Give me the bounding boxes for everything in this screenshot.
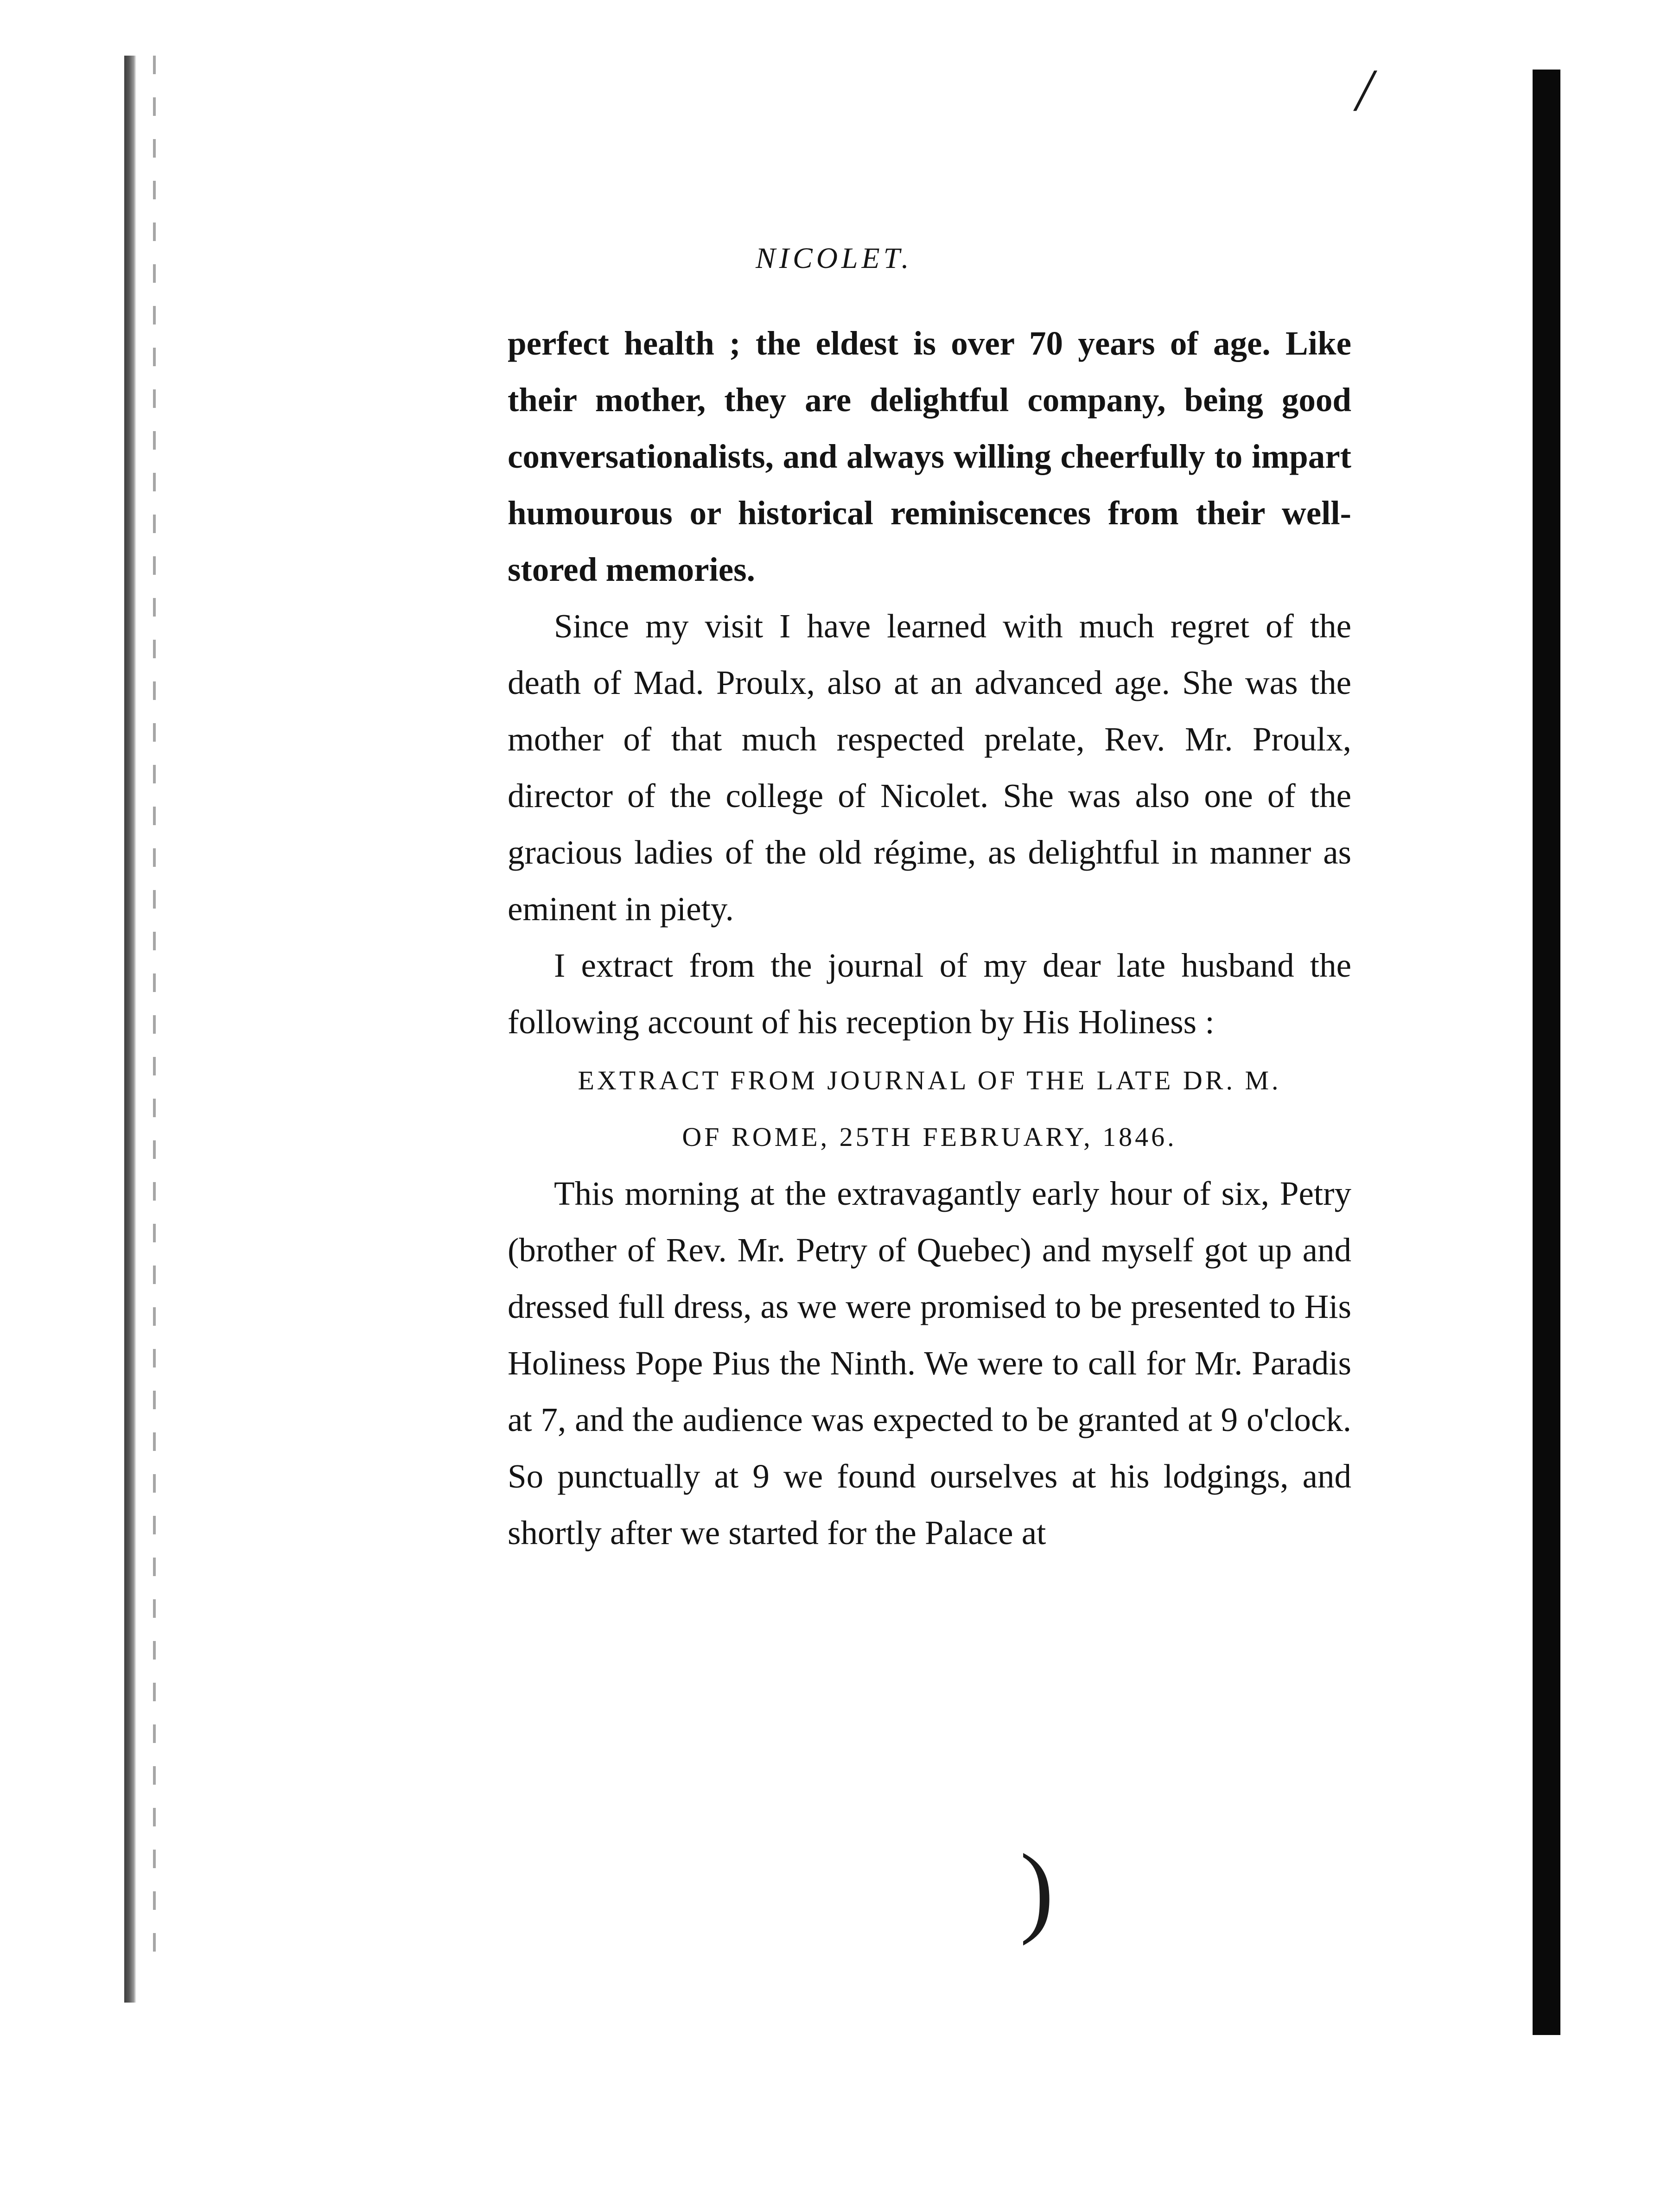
paragraph-4: This morning at the extravagantly early hour of six, Petry (brother of Rev. Mr. Petry of Quebec) and myself got up and dressed full dress, as we were promised to be presented to His Holiness Pope Pius the Ninth. We were to call for Mr. Paradis at 7, and the audience was expected to be granted at 9 o'clock. So punctually at 9 we found ourselves at his lodgings, and shortly after we started for the Palace at xyxy=(508,1175,1351,1552)
extract-heading-line-2: OF ROME, 25TH FEBRUARY, 1846. xyxy=(682,1122,1177,1152)
scan-edge-right xyxy=(1533,70,1560,2035)
scan-edge-left xyxy=(124,56,136,2003)
bottom-mark: ) xyxy=(1020,1833,1054,1946)
paragraph-2: Since my visit I have learned with much regret of the death of Mad. Proulx, also at an advanced age. She was the mother of that much respected prelate, Rev. Mr. Proulx, director of the college of Nicolet. She was also one of the gracious ladies of the old régime, as delightful in manner as eminent in piety. xyxy=(508,607,1351,928)
extract-heading-line-1: EXTRACT FROM JOURNAL OF THE LATE DR. M. xyxy=(578,1065,1281,1095)
paragraph-3: I extract from the journal of my dear late husband the following account of his reception by His Holiness : xyxy=(508,947,1351,1041)
paragraph-1: perfect health ; the eldest is over 70 years of age. Like their mother, they are delightful company, being good conversationalists, and always willing cheerfully to impart humourous or historical reminiscences from their well-stored memories. xyxy=(508,324,1351,588)
running-head: NICOLET. xyxy=(756,242,913,274)
text-block xyxy=(508,315,1351,1561)
corner-mark: / xyxy=(1356,57,1373,124)
scan-edge-left-thin xyxy=(153,56,156,1956)
